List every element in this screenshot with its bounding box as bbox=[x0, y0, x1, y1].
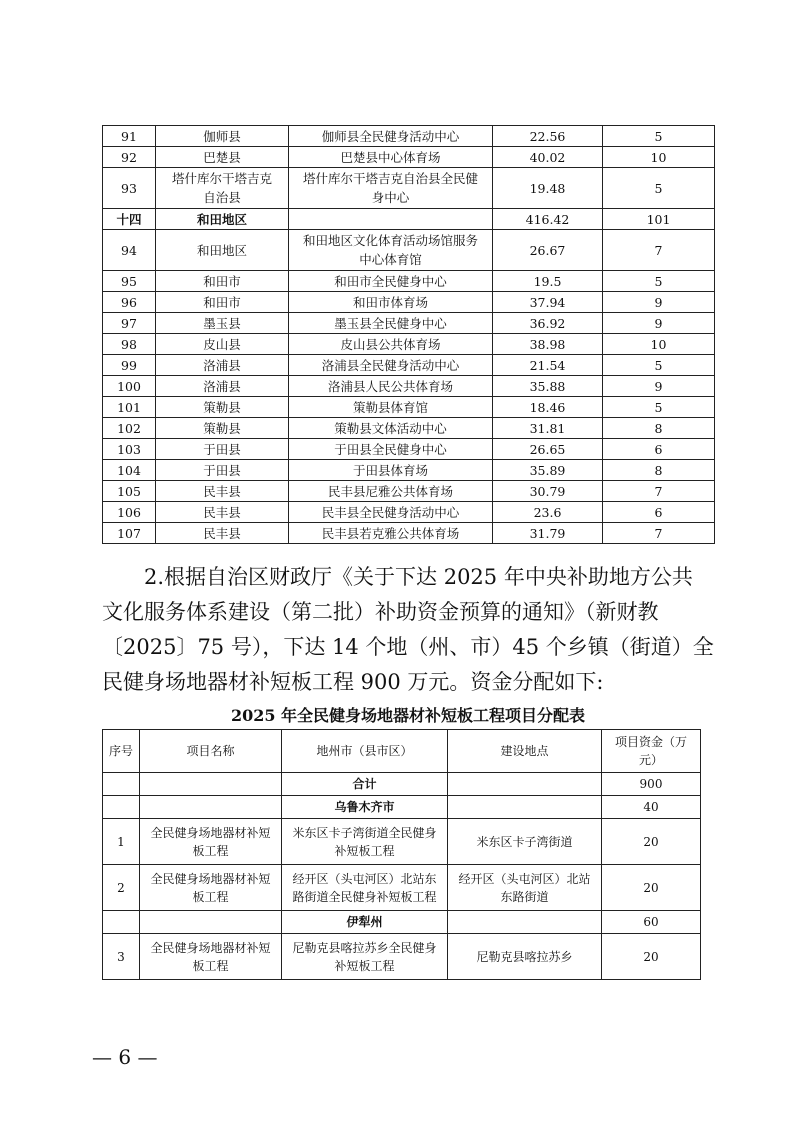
row-number: 104 bbox=[103, 460, 156, 481]
header-site: 建设地点 bbox=[448, 730, 602, 773]
project-cell: 策勒县文体活动中心 bbox=[289, 418, 493, 439]
amount-cell: 18.46 bbox=[493, 397, 603, 418]
row-number: 2 bbox=[103, 865, 140, 911]
project-cell: 塔什库尔干塔吉克自治县全民健身中心 bbox=[289, 168, 493, 209]
paragraph-line: 民健身场地器材补短板工程 900 万元。资金分配如下: bbox=[102, 670, 604, 694]
project-cell: 和田地区文化体育活动场馆服务中心体育馆 bbox=[289, 230, 493, 271]
table-row bbox=[103, 126, 715, 147]
table-row bbox=[103, 502, 715, 523]
fund-cell: 900 bbox=[602, 773, 701, 796]
table-row bbox=[103, 271, 715, 292]
table-row bbox=[103, 418, 715, 439]
row-number: 105 bbox=[103, 481, 156, 502]
county-cell: 于田县 bbox=[156, 439, 289, 460]
city-cell: 乌鲁木齐市 bbox=[282, 796, 448, 819]
count-cell: 7 bbox=[603, 523, 715, 544]
name-cell bbox=[140, 796, 282, 819]
row-number: 94 bbox=[103, 230, 156, 271]
row-number: 102 bbox=[103, 418, 156, 439]
amount-cell: 36.92 bbox=[493, 313, 603, 334]
row-number: 107 bbox=[103, 523, 156, 544]
name-cell: 全民健身场地器材补短板工程 bbox=[140, 934, 282, 980]
county-cell: 巴楚县 bbox=[156, 147, 289, 168]
site-cell: 米东区卡子湾街道 bbox=[448, 819, 602, 865]
amount-cell: 21.54 bbox=[493, 355, 603, 376]
subtotal-row bbox=[103, 209, 715, 230]
fund-cell: 60 bbox=[602, 911, 701, 934]
table-row bbox=[103, 313, 715, 334]
row-number bbox=[103, 773, 140, 796]
fund-cell: 20 bbox=[602, 865, 701, 911]
amount-cell: 31.81 bbox=[493, 418, 603, 439]
table-title: 2025 年全民健身场地器材补短板工程项目分配表 bbox=[230, 706, 586, 725]
count-cell: 7 bbox=[603, 481, 715, 502]
fund-cell: 20 bbox=[602, 934, 701, 980]
table-row bbox=[103, 523, 715, 544]
count-cell: 8 bbox=[603, 418, 715, 439]
count-cell: 5 bbox=[603, 168, 715, 209]
amount-cell: 26.67 bbox=[493, 230, 603, 271]
county-cell: 和田地区 bbox=[156, 209, 289, 230]
county-cell: 和田地区 bbox=[156, 230, 289, 271]
table-row bbox=[103, 334, 715, 355]
project-cell: 和田市体育场 bbox=[289, 292, 493, 313]
county-cell: 墨玉县 bbox=[156, 313, 289, 334]
name-cell: 全民健身场地器材补短板工程 bbox=[140, 819, 282, 865]
amount-cell: 38.98 bbox=[493, 334, 603, 355]
count-cell: 10 bbox=[603, 147, 715, 168]
header-no: 序号 bbox=[103, 730, 140, 773]
city-cell: 米东区卡子湾街道全民健身补短板工程 bbox=[282, 819, 448, 865]
count-cell: 9 bbox=[603, 292, 715, 313]
table-row bbox=[103, 376, 715, 397]
name-cell bbox=[140, 773, 282, 796]
amount-cell: 30.79 bbox=[493, 481, 603, 502]
row-number: 1 bbox=[103, 819, 140, 865]
table-row bbox=[103, 439, 715, 460]
site-cell: 尼勒克县喀拉苏乡 bbox=[448, 934, 602, 980]
amount-cell: 26.65 bbox=[493, 439, 603, 460]
table-row bbox=[103, 355, 715, 376]
table-row bbox=[103, 168, 715, 209]
county-cell: 于田县 bbox=[156, 460, 289, 481]
count-cell: 8 bbox=[603, 460, 715, 481]
project-cell: 皮山县公共体育场 bbox=[289, 334, 493, 355]
county-cell: 策勒县 bbox=[156, 418, 289, 439]
body-paragraph bbox=[102, 560, 714, 700]
row-number: 106 bbox=[103, 502, 156, 523]
project-cell: 洛浦县全民健身活动中心 bbox=[289, 355, 493, 376]
city-cell: 伊犁州 bbox=[282, 911, 448, 934]
fund-cell: 20 bbox=[602, 819, 701, 865]
header-row bbox=[103, 730, 701, 773]
page-number: — 6 — bbox=[92, 1045, 158, 1069]
header-name: 项目名称 bbox=[140, 730, 282, 773]
region-row bbox=[103, 796, 701, 819]
city-cell: 经开区（头屯河区）北站东路街道全民健身补短板工程 bbox=[282, 865, 448, 911]
allocation-table-continued bbox=[102, 125, 715, 544]
row-number: 91 bbox=[103, 126, 156, 147]
paragraph-line: 2.根据自治区财政厅《关于下达 2025 年中央补助地方公共 bbox=[144, 565, 693, 589]
fund-cell: 40 bbox=[602, 796, 701, 819]
row-number: 98 bbox=[103, 334, 156, 355]
count-cell: 5 bbox=[603, 126, 715, 147]
row-number: 96 bbox=[103, 292, 156, 313]
site-cell: 经开区（头屯河区）北站东路街道 bbox=[448, 865, 602, 911]
count-cell: 9 bbox=[603, 376, 715, 397]
project-cell: 策勒县体育馆 bbox=[289, 397, 493, 418]
amount-cell: 416.42 bbox=[493, 209, 603, 230]
paragraph-line: 〔2025〕75 号），下达 14 个地（州、市）45 个乡镇（街道）全 bbox=[102, 635, 714, 659]
table-row bbox=[103, 481, 715, 502]
name-cell: 全民健身场地器材补短板工程 bbox=[140, 865, 282, 911]
site-cell bbox=[448, 911, 602, 934]
city-cell: 尼勒克县喀拉苏乡全民健身补短板工程 bbox=[282, 934, 448, 980]
table-row bbox=[103, 292, 715, 313]
amount-cell: 40.02 bbox=[493, 147, 603, 168]
count-cell: 5 bbox=[603, 355, 715, 376]
project-cell bbox=[289, 209, 493, 230]
site-cell bbox=[448, 773, 602, 796]
amount-cell: 23.6 bbox=[493, 502, 603, 523]
count-cell: 7 bbox=[603, 230, 715, 271]
row-number: 97 bbox=[103, 313, 156, 334]
table-row bbox=[103, 934, 701, 980]
paragraph-line: 文化服务体系建设（第二批）补助资金预算的通知》（新财教 bbox=[102, 600, 659, 624]
count-cell: 9 bbox=[603, 313, 715, 334]
row-number: 92 bbox=[103, 147, 156, 168]
county-cell: 和田市 bbox=[156, 271, 289, 292]
row-number: 十四 bbox=[103, 209, 156, 230]
row-number: 99 bbox=[103, 355, 156, 376]
county-cell: 策勒县 bbox=[156, 397, 289, 418]
row-number: 101 bbox=[103, 397, 156, 418]
row-number: 100 bbox=[103, 376, 156, 397]
project-cell: 伽师县全民健身活动中心 bbox=[289, 126, 493, 147]
amount-cell: 35.88 bbox=[493, 376, 603, 397]
project-cell: 于田县体育场 bbox=[289, 460, 493, 481]
project-cell: 民丰县全民健身活动中心 bbox=[289, 502, 493, 523]
site-cell bbox=[448, 796, 602, 819]
name-cell bbox=[140, 911, 282, 934]
amount-cell: 37.94 bbox=[493, 292, 603, 313]
total-row bbox=[103, 773, 701, 796]
amount-cell: 31.79 bbox=[493, 523, 603, 544]
county-cell: 民丰县 bbox=[156, 502, 289, 523]
row-number: 95 bbox=[103, 271, 156, 292]
project-cell: 巴楚县中心体育场 bbox=[289, 147, 493, 168]
count-cell: 6 bbox=[603, 502, 715, 523]
table-row bbox=[103, 865, 701, 911]
project-allocation-table bbox=[102, 729, 701, 980]
count-cell: 5 bbox=[603, 397, 715, 418]
county-cell: 塔什库尔干塔吉克自治县 bbox=[156, 168, 289, 209]
amount-cell: 19.5 bbox=[493, 271, 603, 292]
table-row bbox=[103, 460, 715, 481]
row-number: 93 bbox=[103, 168, 156, 209]
county-cell: 洛浦县 bbox=[156, 355, 289, 376]
amount-cell: 22.56 bbox=[493, 126, 603, 147]
county-cell: 和田市 bbox=[156, 292, 289, 313]
table-row bbox=[103, 230, 715, 271]
amount-cell: 19.48 bbox=[493, 168, 603, 209]
count-cell: 10 bbox=[603, 334, 715, 355]
table-row bbox=[103, 819, 701, 865]
row-number bbox=[103, 796, 140, 819]
city-cell: 合计 bbox=[282, 773, 448, 796]
project-cell: 和田市全民健身中心 bbox=[289, 271, 493, 292]
count-cell: 101 bbox=[603, 209, 715, 230]
project-cell: 民丰县尼雅公共体育场 bbox=[289, 481, 493, 502]
table-row bbox=[103, 147, 715, 168]
table-row bbox=[103, 397, 715, 418]
county-cell: 民丰县 bbox=[156, 481, 289, 502]
county-cell: 伽师县 bbox=[156, 126, 289, 147]
county-cell: 民丰县 bbox=[156, 523, 289, 544]
row-number: 3 bbox=[103, 934, 140, 980]
row-number bbox=[103, 911, 140, 934]
header-city: 地州市（县市区） bbox=[282, 730, 448, 773]
header-fund: 项目资金（万元） bbox=[602, 730, 701, 773]
row-number: 103 bbox=[103, 439, 156, 460]
project-cell: 于田县全民健身中心 bbox=[289, 439, 493, 460]
region-row bbox=[103, 911, 701, 934]
count-cell: 5 bbox=[603, 271, 715, 292]
project-cell: 墨玉县全民健身中心 bbox=[289, 313, 493, 334]
project-cell: 民丰县若克雅公共体育场 bbox=[289, 523, 493, 544]
county-cell: 洛浦县 bbox=[156, 376, 289, 397]
county-cell: 皮山县 bbox=[156, 334, 289, 355]
project-cell: 洛浦县人民公共体育场 bbox=[289, 376, 493, 397]
amount-cell: 35.89 bbox=[493, 460, 603, 481]
count-cell: 6 bbox=[603, 439, 715, 460]
